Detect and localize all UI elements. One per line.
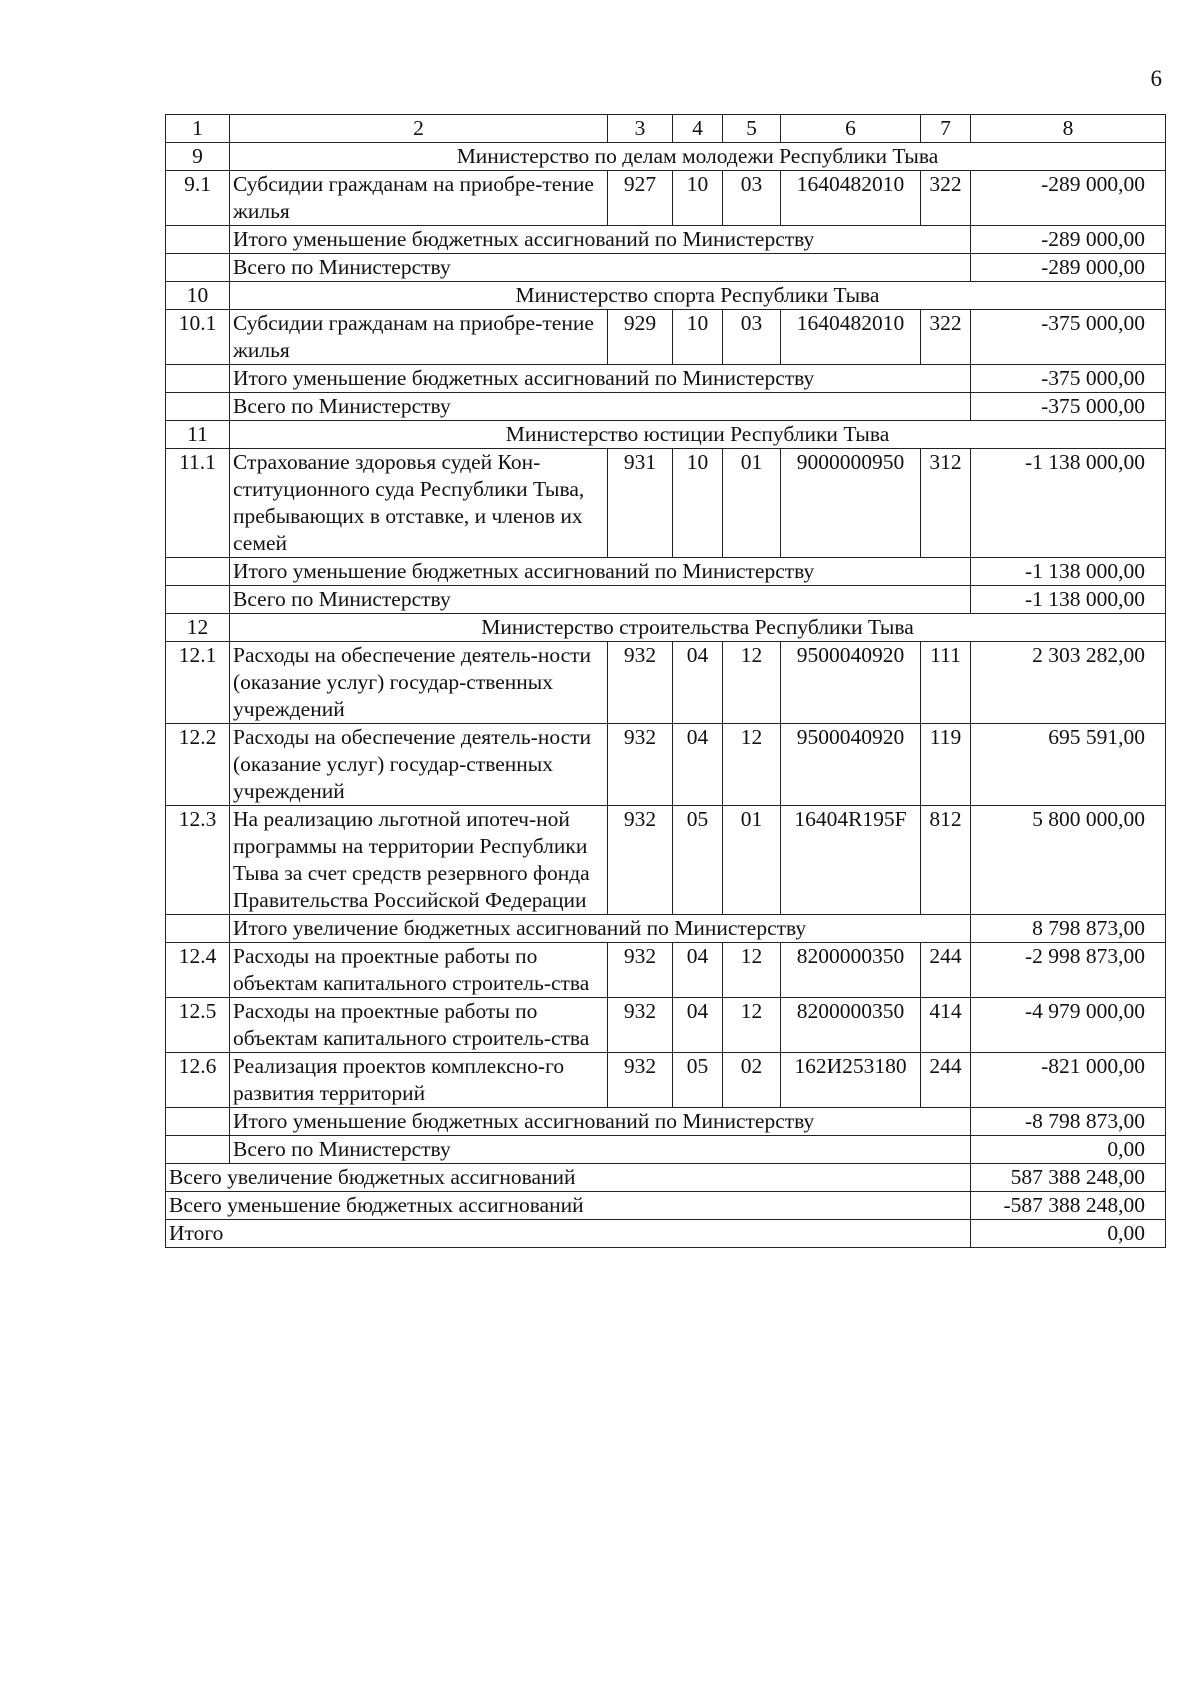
code-subsection: 12 [723,724,781,806]
code-section: 04 [673,642,723,724]
ministry-total-label: Всего по Министерству [230,1136,971,1164]
code-department: 932 [608,724,673,806]
table-row [166,998,1166,1053]
table-body [166,115,1166,1248]
table-row [166,724,1166,806]
code-subsection: 01 [723,806,781,915]
page-number: 6 [1150,66,1162,91]
grand-increase-amount: 587 388 248,00 [971,1164,1166,1192]
decrease-subtotal [166,226,1166,254]
ministry-total-label: Всего по Министерству [230,254,971,282]
code-section: 04 [673,724,723,806]
decrease-subtotal-label: Итого уменьшение бюджетных ассигнований по Министерству [230,226,971,254]
code-expense-type: 111 [921,642,971,724]
code-target-article: 9500040920 [781,724,921,806]
increase-subtotal-amount: 8 798 873,00 [971,915,1166,943]
header-cell: 3 [608,115,673,143]
code-target-article: 9500040920 [781,642,921,724]
code-subsection: 03 [723,171,781,226]
ministry-total [166,586,1166,614]
item-description: Субсидии гражданам на приобре-тение жилья [230,171,608,226]
header-cell: 1 [166,115,230,143]
ministry-total-amount: -1 138 000,00 [971,586,1166,614]
code-expense-type: 322 [921,310,971,365]
ministry-total [166,1136,1166,1164]
code-section: 10 [673,171,723,226]
empty-cell [166,586,230,614]
code-subsection: 12 [723,642,781,724]
code-subsection: 12 [723,943,781,998]
code-department: 932 [608,943,673,998]
header-cell: 7 [921,115,971,143]
ministry-name: Министерство спорта Республики Тыва [230,282,1166,310]
item-amount: -289 000,00 [971,171,1166,226]
item-amount: -1 138 000,00 [971,449,1166,558]
header-cell: 8 [971,115,1166,143]
code-expense-type: 119 [921,724,971,806]
header-cell: 4 [673,115,723,143]
item-description: Субсидии гражданам на приобре-тение жилья [230,310,608,365]
empty-cell [166,365,230,393]
decrease-subtotal-amount: -289 000,00 [971,226,1166,254]
header-cell: 5 [723,115,781,143]
decrease-subtotal-label: Итого уменьшение бюджетных ассигнований по Министерству [230,1108,971,1136]
empty-cell [166,393,230,421]
empty-cell [166,1108,230,1136]
code-subsection: 02 [723,1053,781,1108]
code-expense-type: 244 [921,1053,971,1108]
grand-total-label: Итого [166,1220,971,1248]
code-section: 04 [673,943,723,998]
grand-decrease-label: Всего уменьшение бюджетных ассигнований [166,1192,971,1220]
ministry-total [166,393,1166,421]
ministry-row [166,421,1166,449]
ministry-row [166,614,1166,642]
decrease-subtotal-label: Итого уменьшение бюджетных ассигнований по Министерству [230,558,971,586]
code-department: 932 [608,642,673,724]
item-description: Расходы на обеспечение деятель-ности (оказание услуг) государ-ственных учреждений [230,724,608,806]
grand-increase-label: Всего увеличение бюджетных ассигнований [166,1164,971,1192]
table-row [166,449,1166,558]
decrease-subtotal-amount: -1 138 000,00 [971,558,1166,586]
table-row [166,171,1166,226]
ministry-total-amount: 0,00 [971,1136,1166,1164]
grand-total-row [166,1220,1166,1248]
code-department: 927 [608,171,673,226]
item-number: 12.2 [166,724,230,806]
item-number: 12.6 [166,1053,230,1108]
code-expense-type: 312 [921,449,971,558]
ministry-total-amount: -289 000,00 [971,254,1166,282]
empty-cell [166,915,230,943]
ministry-row [166,282,1166,310]
code-expense-type: 414 [921,998,971,1053]
code-section: 05 [673,806,723,915]
item-number: 10.1 [166,310,230,365]
code-department: 931 [608,449,673,558]
code-department: 932 [608,998,673,1053]
item-number: 12.4 [166,943,230,998]
code-subsection: 03 [723,310,781,365]
code-target-article: 1640482010 [781,171,921,226]
code-target-article: 8200000350 [781,943,921,998]
item-amount: 5 800 000,00 [971,806,1166,915]
item-number: 11.1 [166,449,230,558]
code-target-article: 9000000950 [781,449,921,558]
item-description: Расходы на проектные работы по объектам капитального строитель-ства [230,943,608,998]
grand-decrease-amount: -587 388 248,00 [971,1192,1166,1220]
code-target-article: 16404R195F [781,806,921,915]
code-target-article: 162И253180 [781,1053,921,1108]
item-amount: -2 998 873,00 [971,943,1166,998]
item-amount: 695 591,00 [971,724,1166,806]
section-number: 10 [166,282,230,310]
ministry-name: Министерство строительства Республики Тыва [230,614,1166,642]
code-target-article: 8200000350 [781,998,921,1053]
section-number: 11 [166,421,230,449]
increase-subtotal [166,915,1166,943]
decrease-subtotal [166,365,1166,393]
code-department: 932 [608,806,673,915]
item-description: Реализация проектов комплексно-го развития территорий [230,1053,608,1108]
empty-cell [166,226,230,254]
table-row [166,806,1166,915]
grand-total-amount: 0,00 [971,1220,1166,1248]
header-cell: 6 [781,115,921,143]
code-subsection: 12 [723,998,781,1053]
decrease-subtotal-label: Итого уменьшение бюджетных ассигнований по Министерству [230,365,971,393]
section-number: 12 [166,614,230,642]
code-department: 929 [608,310,673,365]
budget-table [165,114,1166,1248]
table-row [166,642,1166,724]
decrease-subtotal-amount: -8 798 873,00 [971,1108,1166,1136]
item-amount: -821 000,00 [971,1053,1166,1108]
code-section: 05 [673,1053,723,1108]
item-number: 12.1 [166,642,230,724]
code-expense-type: 322 [921,171,971,226]
ministry-name: Министерство юстиции Республики Тыва [230,421,1166,449]
decrease-subtotal [166,558,1166,586]
item-description: Расходы на проектные работы по объектам капитального строитель-ства [230,998,608,1053]
code-expense-type: 244 [921,943,971,998]
ministry-total-amount: -375 000,00 [971,393,1166,421]
item-description: Страхование здоровья судей Кон-ституционного суда Республики Тыва, пребывающих в отставке, и членов их семей [230,449,608,558]
item-description: Расходы на обеспечение деятель-ности (оказание услуг) государ-ственных учреждений [230,642,608,724]
item-amount: -375 000,00 [971,310,1166,365]
code-department: 932 [608,1053,673,1108]
decrease-subtotal-amount: -375 000,00 [971,365,1166,393]
ministry-name: Министерство по делам молодежи Республики Тыва [230,143,1166,171]
item-amount: -4 979 000,00 [971,998,1166,1053]
table-row [166,943,1166,998]
table-row [166,1053,1166,1108]
code-section: 10 [673,310,723,365]
item-number: 12.5 [166,998,230,1053]
header-cell: 2 [230,115,608,143]
ministry-row [166,143,1166,171]
code-subsection: 01 [723,449,781,558]
ministry-total-label: Всего по Министерству [230,586,971,614]
item-number: 12.3 [166,806,230,915]
code-expense-type: 812 [921,806,971,915]
section-number: 9 [166,143,230,171]
table-row [166,310,1166,365]
increase-subtotal-label: Итого увеличение бюджетных ассигнований по Министерству [230,915,971,943]
grand-increase-row [166,1164,1166,1192]
code-section: 04 [673,998,723,1053]
item-number: 9.1 [166,171,230,226]
ministry-total [166,254,1166,282]
header-row [166,115,1166,143]
item-description: На реализацию льготной ипотеч-ной программы на территории Республики Тыва за счет средств резервного фонда Правительства Российской Федерации [230,806,608,915]
empty-cell [166,254,230,282]
ministry-total-label: Всего по Министерству [230,393,971,421]
code-section: 10 [673,449,723,558]
empty-cell [166,1136,230,1164]
empty-cell [166,558,230,586]
item-amount: 2 303 282,00 [971,642,1166,724]
code-target-article: 1640482010 [781,310,921,365]
decrease-subtotal [166,1108,1166,1136]
grand-decrease-row [166,1192,1166,1220]
